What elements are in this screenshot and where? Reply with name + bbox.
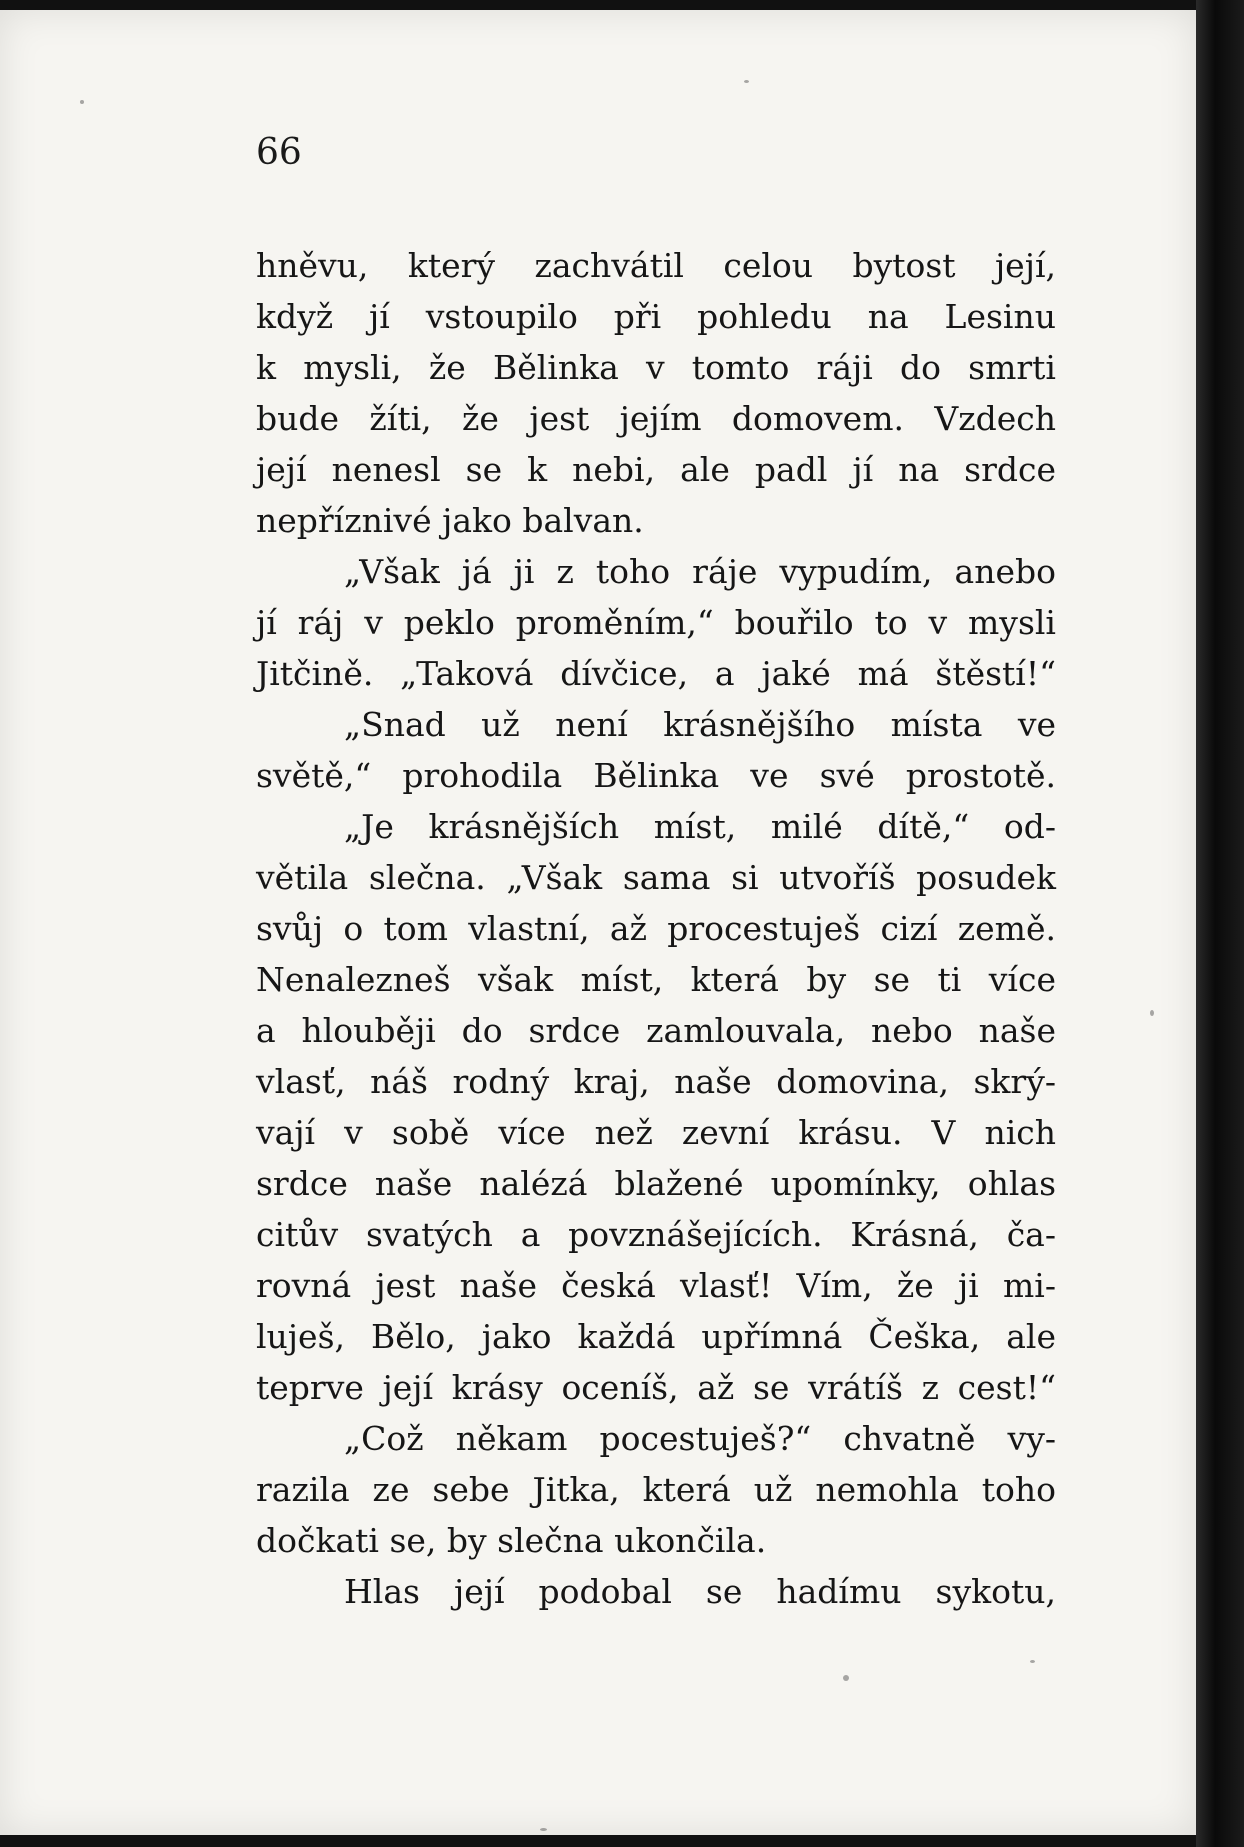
- text-line: luješ, Bělo, jako každá upřímná Češka, ale: [256, 1317, 1056, 1356]
- text-line: nepříznivé jako balvan.: [256, 501, 644, 540]
- text-line: vají v sobě více než zevní krásu. V nich: [256, 1113, 1056, 1152]
- paper-speck: [744, 80, 749, 83]
- text-line: rovná jest naše česká vlasť! Vím, že ji mi-: [256, 1266, 1056, 1305]
- paper-speck: [540, 1828, 547, 1831]
- text-line: světě,“ prohodila Bělinka ve své prostotě.: [256, 756, 1056, 795]
- text-line: když jí vstoupilo při pohledu na Lesinu: [256, 297, 1056, 336]
- paper-speck: [1030, 1660, 1035, 1663]
- text-line: razila ze sebe Jitka, která už nemohla toho: [256, 1470, 1056, 1509]
- text-line: jí ráj v peklo proměním,“ bouřilo to v mysli: [256, 603, 1056, 642]
- text-line: k mysli, že Bělinka v tomto ráji do smrti: [256, 348, 1056, 387]
- text-line: její nenesl se k nebi, ale padl jí na srdce: [256, 450, 1056, 489]
- text-line: „Snad už není krásnějšího místa ve: [344, 705, 1056, 744]
- text-line: „Je krásnějších míst, milé dítě,“ od-: [344, 807, 1056, 846]
- text-line: bude žíti, že jest jejím domovem. Vzdech: [256, 399, 1056, 438]
- text-line: hněvu, který zachvátil celou bytost její,: [256, 246, 1056, 285]
- text-line: Nenalezneš však míst, která by se ti více: [256, 960, 1056, 999]
- text-line: „Však já ji z toho ráje vypudím, anebo: [344, 552, 1056, 591]
- text-line: a hlouběji do srdce zamlouvala, nebo naše: [256, 1011, 1056, 1050]
- book-spine-edge: [1196, 0, 1244, 1847]
- text-line: citův svatých a povznášejících. Krásná, ča-: [256, 1215, 1056, 1254]
- text-line: teprve její krásy oceníš, až se vrátíš z cest!“: [256, 1368, 1056, 1407]
- text-line: větila slečna. „Však sama si utvoříš posudek: [256, 858, 1056, 897]
- paper-speck: [1150, 1010, 1154, 1016]
- paper-speck: [80, 100, 84, 104]
- page-number: 66: [256, 132, 302, 173]
- text-line: srdce naše nalézá blažené upomínky, ohlas: [256, 1164, 1056, 1203]
- text-line: vlasť, náš rodný kraj, naše domovina, skrý-: [256, 1062, 1056, 1101]
- text-line: svůj o tom vlastní, až procestuješ cizí země.: [256, 909, 1056, 948]
- body-text: [256, 240, 1056, 1617]
- paper-speck: [843, 1675, 849, 1681]
- text-line: Jitčině. „Taková dívčice, a jaké má štěstí!“: [256, 654, 1056, 693]
- text-line: Hlas její podobal se hadímu sykotu,: [344, 1572, 1056, 1611]
- text-line: dočkati se, by slečna ukončila.: [256, 1521, 767, 1560]
- text-line: „Což někam pocestuješ?“ chvatně vy-: [344, 1419, 1056, 1458]
